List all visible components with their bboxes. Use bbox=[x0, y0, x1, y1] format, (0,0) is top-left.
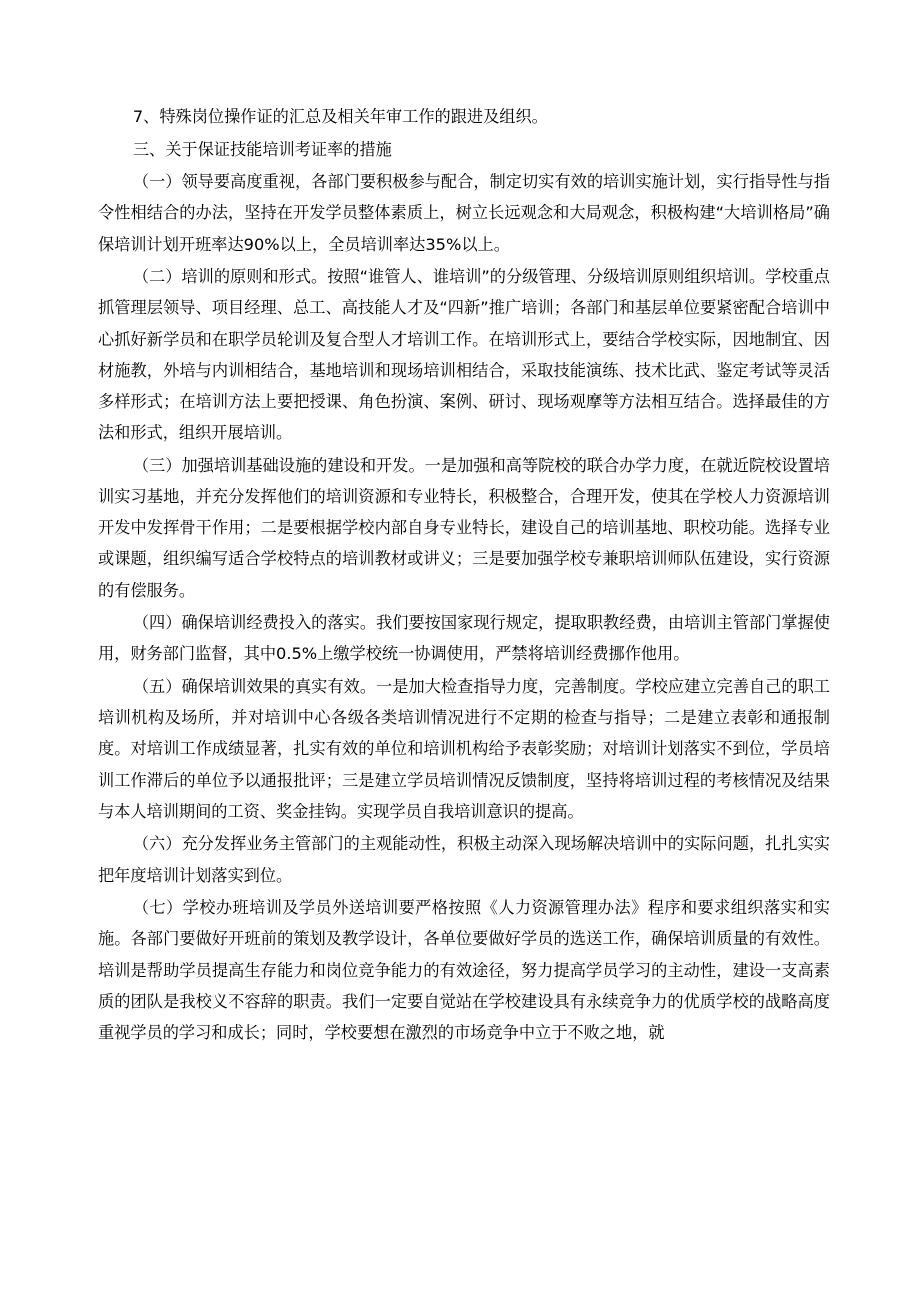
paragraph-measure-1: （一）领导要高度重视，各部门要积极参与配合，制定切实有效的培训实施计划，实行指导性与指令性相结合的办法，坚持在开发学员整体素质上，树立长远观念和大局观念，积极构建“大培训格局”确保培训计划开班率达90%以上，全员培训率达35%以上。 bbox=[98, 172, 830, 254]
paragraph-measure-2: （二）培训的原则和形式。按照“谁管人、谁培训”的分级管理、分级培训原则组织培训。学校重点抓管理层领导、项目经理、总工、高技能人才及“四新”推广培训；各部门和基层单位要紧密配合培训中心抓好新学员和在职学员轮训及复合型人才培训工作。在培训形式上，要结合学校实际，因地制宜、因材施教，外培与内训相结合，基地培训和现场培训相结合，采取技能演练、技术比武、鉴定考试等灵活多样形式；在培训方法上要把授课、角色扮演、案例、研讨、现场观摩等方法相互结合。选择最佳的方法和形式，组织开展培训。 bbox=[98, 267, 830, 443]
section-heading-3: 三、关于保证技能培训考证率的措施 bbox=[132, 139, 392, 159]
paragraph-measure-6: （六）充分发挥业务主管部门的主观能动性，积极主动深入现场解决培训中的实际问题，扎扎实实把年度培训计划落实到位。 bbox=[98, 834, 830, 885]
paragraph-measure-5: （五）确保培训效果的真实有效。一是加大检查指导力度，完善制度。学校应建立完善自己的职工培训机构及场所，并对培训中心各级各类培训情况进行不定期的检查与指导；二是建立表彰和通报制度。对培训工作成绩显著，扎实有效的单位和培训机构给予表彰奖励；对培训计划落实不到位，学员培训工作滞后的单位予以通报批评；三是建立学员培训情况反馈制度，坚持将培训过程的考核情况及结果与本人培训期间的工资、奖金挂钩。实现学员自我培训意识的提高。 bbox=[98, 677, 830, 821]
paragraph-item-7: 7、特殊岗位操作证的汇总及相关年审工作的跟进及组织。 bbox=[132, 107, 548, 126]
document-body bbox=[98, 101, 830, 1050]
paragraph-measure-3: （三）加强培训基础设施的建设和开发。一是加强和高等院校的联合办学力度，在就近院校设置培训实习基地，并充分发挥他们的培训资源和专业特长，积极整合，合理开发，使其在学校人力资源培训开发中发挥骨干作用；二是要根据学校内部自身专业特长，建设自己的培训基地、职校功能。选择专业或课题，组织编写适合学校特点的培训教材或讲义；三是要加强学校专兼职培训师队伍建设，实行资源的有偿服务。 bbox=[98, 455, 830, 600]
paragraph-measure-4: （四）确保培训经费投入的落实。我们要按国家现行规定，提取职教经费，由培训主管部门掌握使用，财务部门监督，其中0.5%上缴学校统一协调使用，严禁将培训经费挪作他用。 bbox=[98, 613, 830, 664]
paragraph-measure-7: （七）学校办班培训及学员外送培训要严格按照《人力资源管理办法》程序和要求组织落实和实施。各部门要做好开班前的策划及教学设计，各单位要做好学员的选送工作，确保培训质量的有效性。培训是帮助学员提高生存能力和岗位竞争能力的有效途径，努力提高学员学习的主动性，建设一支高素质的团队是我校义不容辞的职责。我们一定要自觉站在学校建设具有永续竞争力的优质学校的战略高度重视学员的学习和成长；同时，学校要想在激烈的市场竞争中立于不败之地，就 bbox=[98, 898, 830, 1043]
